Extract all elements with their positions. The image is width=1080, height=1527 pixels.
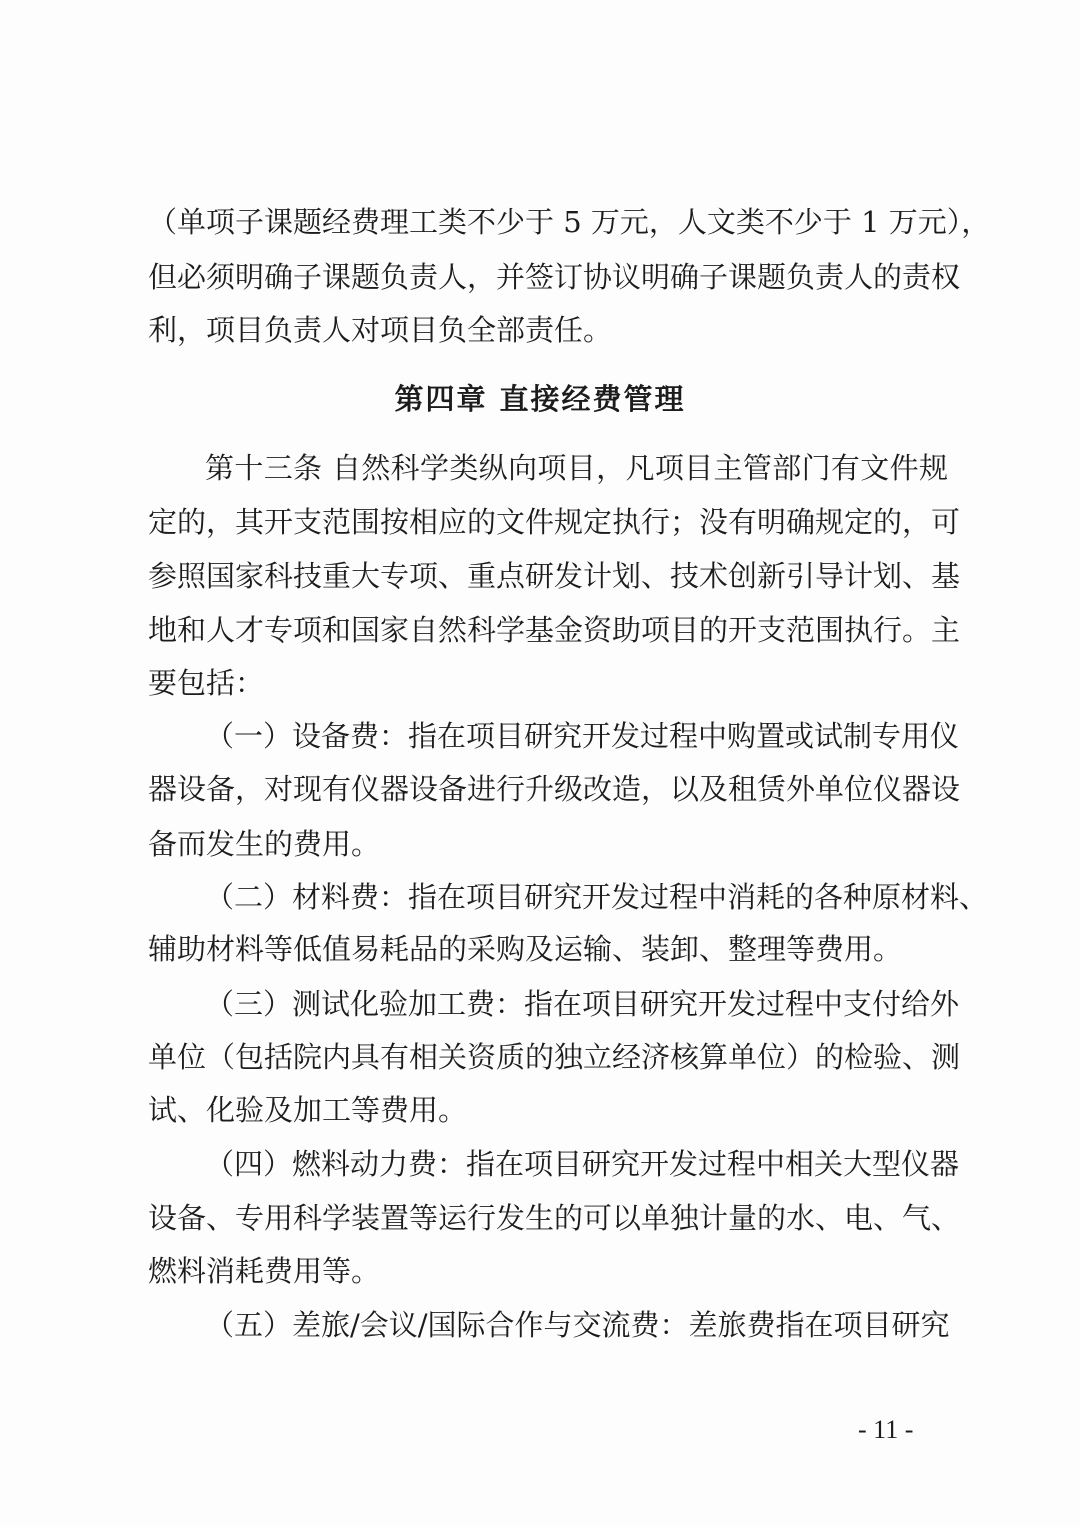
text-line: 器设备，对现有仪器设备进行升级改造，以及租赁外单位仪器设 (148, 772, 961, 806)
article-label: 第十三条 (205, 451, 323, 485)
article-text: 自然科学类纵向项目，凡项目主管部门有文件规 (322, 451, 948, 485)
text-line: （单项子课题经费理工类不少于 5 万元，人文类不少于 1 万元）， (148, 205, 991, 239)
item-first-line: （一）设备费：指在项目研究开发过程中购置或试制专用仪 (205, 719, 960, 753)
text-line: 单位（包括院内具有相关资质的独立经济核算单位）的检验、测 (148, 1040, 961, 1074)
item-first-line: （五）差旅/会议/国际合作与交流费：差旅费指在项目研究 (205, 1308, 950, 1342)
text-line: 参照国家科技重大专项、重点研发计划、技术创新引导计划、基 (148, 559, 961, 593)
text-line: 备而发生的费用。 (148, 827, 381, 861)
page-number: - 11 - (858, 1415, 914, 1444)
text-line: 要包括： (148, 666, 265, 700)
text-line: 设备、专用科学装置等运行发生的可以单独计量的水、电、气、 (148, 1201, 961, 1235)
article-first-line (205, 450, 948, 486)
item-first-line: （三）测试化验加工费：指在项目研究开发过程中支付给外 (205, 987, 960, 1021)
text-line: 辅助材料等低值易耗品的采购及运输、装卸、整理等费用。 (148, 932, 903, 966)
text-line: 但必须明确子课题负责人，并签订协议明确子课题负责人的责权 (148, 260, 961, 294)
chapter-title: 第四章 直接经费管理 (394, 382, 686, 416)
text-line: 定的，其开支范围按相应的文件规定执行；没有明确规定的，可 (148, 505, 961, 539)
item-first-line: （二）材料费：指在项目研究开发过程中消耗的各种原材料、 (205, 880, 989, 914)
text-line: 利，项目负责人对项目负全部责任。 (148, 313, 613, 347)
text-line: 地和人才专项和国家自然科学基金资助项目的开支范围执行。主 (148, 613, 961, 647)
text-line: 燃料消耗费用等。 (148, 1254, 381, 1288)
text-line: 试、化验及加工等费用。 (148, 1093, 468, 1127)
item-first-line: （四）燃料动力费：指在项目研究开发过程中相关大型仪器 (205, 1147, 960, 1181)
